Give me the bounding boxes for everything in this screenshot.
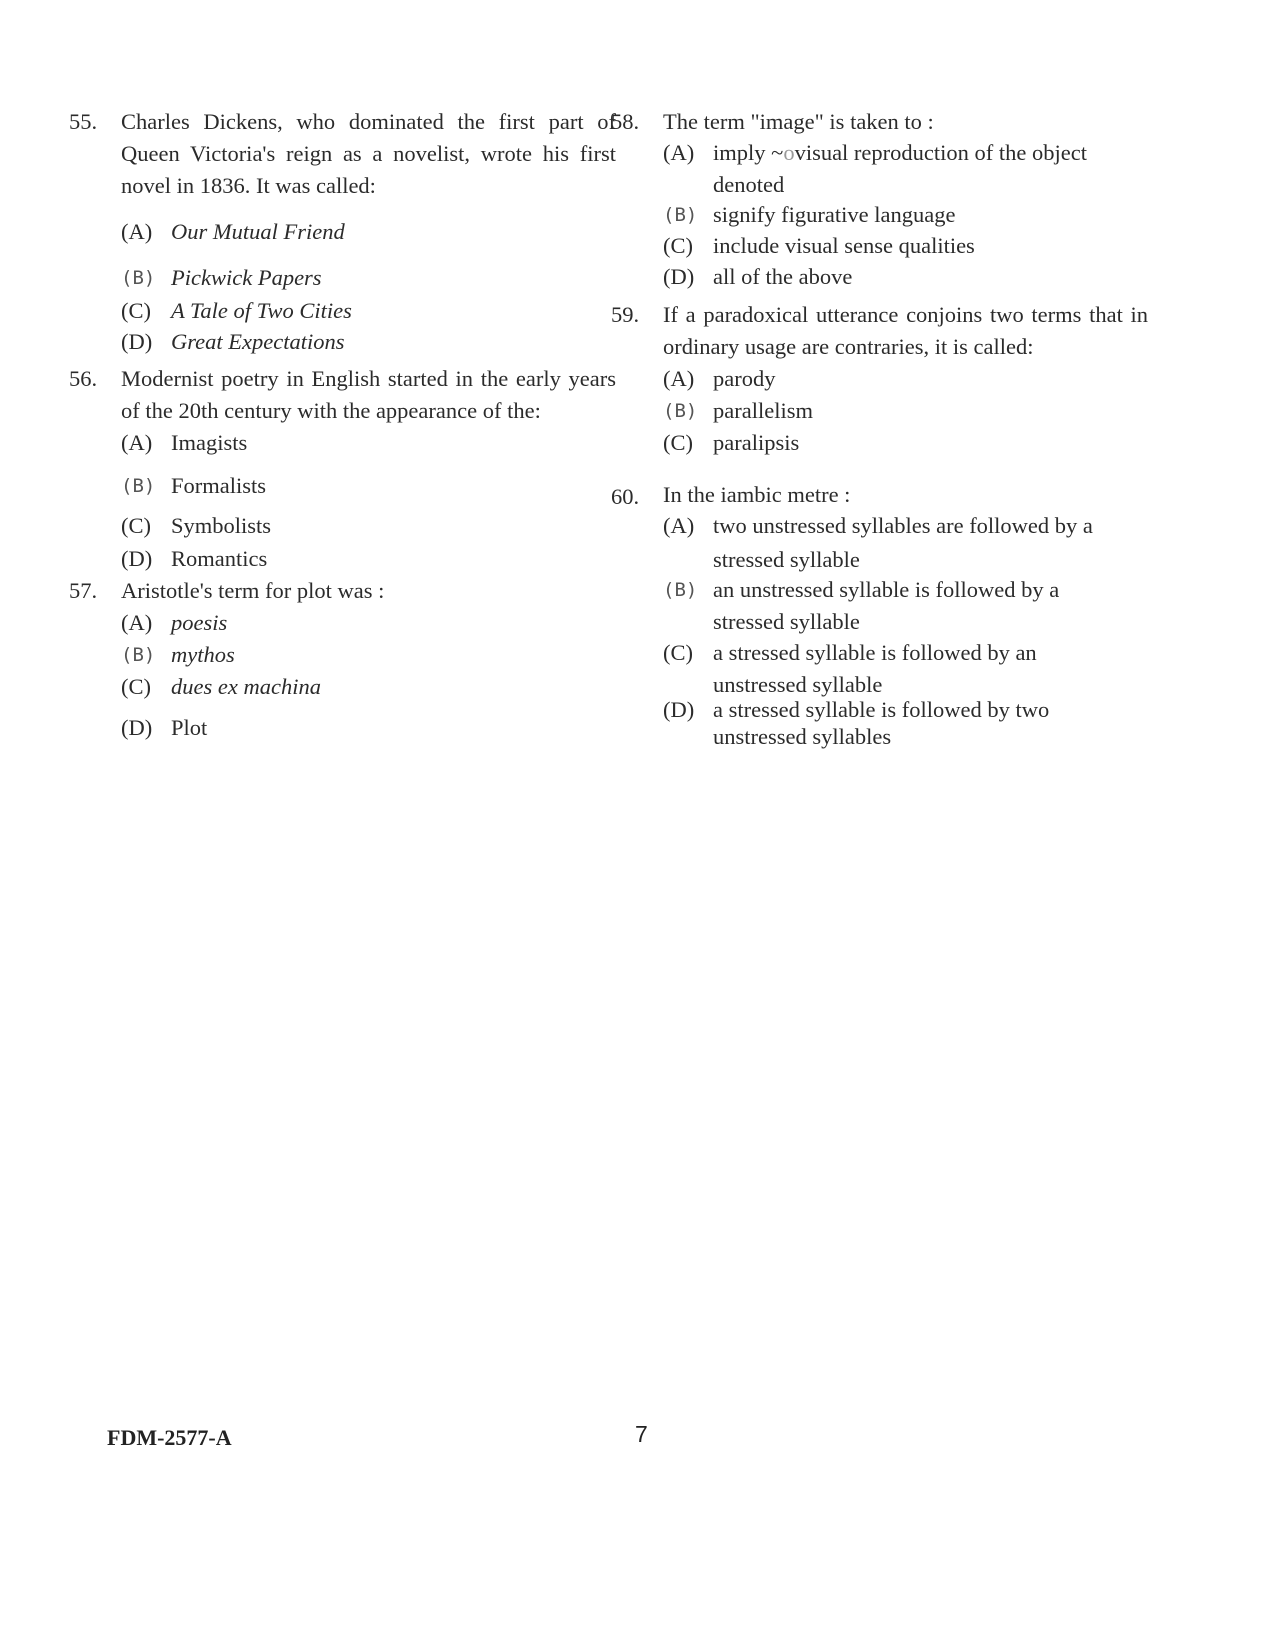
option-text: parody [713, 366, 776, 391]
question-stem: Charles Dickens, who dominated the first part of Queen Victoria's reign as a novelist, wrote his first novel in 1836. It was called: [121, 109, 616, 198]
question-stem: Modernist poetry in English started in the early years of the 20th century with the appearance of the: [121, 366, 616, 423]
option-text: Pickwick Papers [171, 265, 322, 290]
question-number: 56. [69, 366, 98, 391]
option-text: Imagists [171, 430, 248, 455]
question-59 [611, 299, 1171, 489]
question-57 [69, 575, 609, 755]
option-label: (A) [121, 219, 153, 244]
option-label: (A) [663, 513, 695, 538]
option-label: (C) [121, 298, 151, 323]
option-text [713, 137, 1093, 201]
question-number: 58. [611, 109, 640, 134]
option-label: (B) [121, 644, 156, 666]
option-text: all of the above [713, 264, 853, 289]
question-60 [611, 481, 1171, 761]
stray-mark: o [783, 140, 795, 165]
option-text: Symbolists [171, 513, 272, 538]
question-55 [69, 106, 616, 356]
option-label: (D) [121, 546, 153, 571]
option-label: (A) [663, 140, 695, 165]
option-text: a stressed syllable is followed by an unstressed syllable [713, 640, 1037, 697]
option-text: Our Mutual Friend [171, 219, 345, 244]
question-number: 57. [69, 578, 98, 603]
option-text: Plot [171, 715, 208, 740]
option-text: Formalists [171, 473, 267, 498]
option-text: a stressed syllable is followed by two unstressed syllables [713, 697, 1050, 749]
option-text: signify figurative language [713, 202, 956, 227]
question-number: 59. [611, 302, 640, 327]
option-label: (D) [121, 329, 153, 354]
question-stem: Aristotle's term for plot was : [121, 578, 385, 603]
option-text: poesis [171, 610, 228, 635]
option-label: (A) [663, 366, 695, 391]
option-text-part: visual reproduction of the object denoted [713, 140, 1087, 197]
option-label: (D) [663, 697, 695, 722]
question-stem: If a paradoxical utterance conjoins two terms that in ordinary usage are contraries, it is called: [663, 302, 1148, 359]
option-text: parallelism [713, 398, 813, 423]
option-label: (C) [121, 674, 151, 699]
option-label: (B) [121, 267, 156, 289]
option-label: (C) [663, 233, 693, 258]
option-text: Great Expectations [171, 329, 345, 354]
question-56 [69, 363, 616, 583]
option-label: (D) [663, 264, 695, 289]
option-label: (B) [121, 475, 156, 497]
question-stem: In the iambic metre : [663, 482, 851, 507]
option-text: dues ex machina [171, 674, 321, 699]
option-label: (C) [121, 513, 151, 538]
question-number: 60. [611, 484, 640, 509]
option-text: A Tale of Two Cities [171, 298, 352, 323]
option-text: two unstressed syllables are followed by a stressed syllable [713, 513, 1093, 572]
option-label: (B) [663, 400, 698, 422]
option-label: (B) [663, 204, 698, 226]
question-number: 55. [69, 109, 98, 134]
option-label: (C) [663, 430, 693, 455]
option-text: Romantics [171, 546, 268, 571]
option-text: paralipsis [713, 430, 800, 455]
option-text: an unstressed syllable is followed by a stressed syllable [713, 577, 1060, 634]
option-label: (A) [121, 430, 153, 455]
question-stem: The term "image" is taken to : [663, 109, 934, 134]
option-text: include visual sense qualities [713, 233, 975, 258]
option-text: mythos [171, 642, 235, 667]
option-label: (C) [663, 640, 693, 665]
question-58 [611, 106, 1171, 296]
document-code: FDM-2577-A [107, 1425, 232, 1450]
option-label: (D) [121, 715, 153, 740]
option-label: (B) [663, 579, 698, 601]
option-text-part: imply ~ [713, 140, 784, 165]
option-label: (A) [121, 610, 153, 635]
page-number: 7 [635, 1421, 648, 1447]
